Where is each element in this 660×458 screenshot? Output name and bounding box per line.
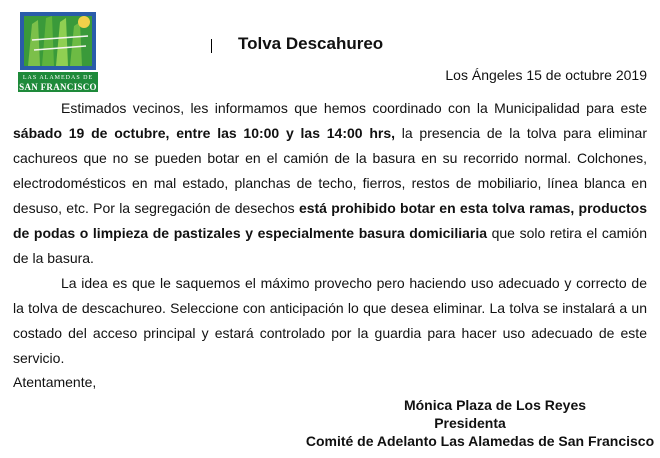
- paragraph-2: La idea es que le saquemos el máximo provecho pero haciendo uso adecuado y correcto de la tolva de descachureo. Seleccione con anticipación lo que desea eliminar. La tolva se instalará a un costado del acceso principal y estará controlado por la guardia para hacer uso adecuado de este servicio.: [13, 275, 647, 366]
- letter-body: [13, 96, 647, 371]
- tree-logo-icon: [18, 10, 98, 72]
- logo-caption-line1: LAS ALAMEDAS DE: [22, 75, 94, 81]
- paragraph-text: que solo retira el camión de la basura.: [13, 225, 647, 266]
- logo-caption-line2: SAN FRANCISCO: [19, 82, 97, 92]
- signatory-name: Mónica Plaza de Los Reyes: [403, 397, 587, 413]
- emphasized-text: está prohibido botar en esta tolva ramas, productos de podas o limpieza de pastizales y especialmente basura domiciliaria: [13, 200, 647, 241]
- signature-block: [270, 396, 660, 450]
- text-cursor: [211, 39, 212, 53]
- signatory-role: Presidenta: [434, 415, 506, 431]
- paragraph-text: Estimados vecinos, les informamos que hemos coordinado con la Municipalidad para este: [61, 100, 647, 116]
- logo-caption: [18, 72, 98, 92]
- paragraph-1: [13, 96, 647, 271]
- signatory-organization: Comité de Adelanto Las Alamedas de San Francisco: [305, 433, 655, 449]
- organization-logo: [18, 10, 98, 92]
- closing-salutation: Atentamente,: [13, 374, 97, 390]
- document-title: Tolva Descahureo: [238, 34, 384, 53]
- paragraph-text: la presencia de la tolva para eliminar cachureos que no se pueden botar en el camión de la basura en su recorrido normal. Colchones, electrodomésticos en mal estado, planchas de techo, fierros, restos de mobiliario, línea blanca en desuso, etc. Por la segregación de desechos: [13, 125, 648, 216]
- document-date: Los Ángeles 15 de octubre 2019: [445, 67, 647, 83]
- emphasized-text: sábado 19 de octubre, entre las 10:00 y las 14:00 hrs,: [13, 125, 395, 141]
